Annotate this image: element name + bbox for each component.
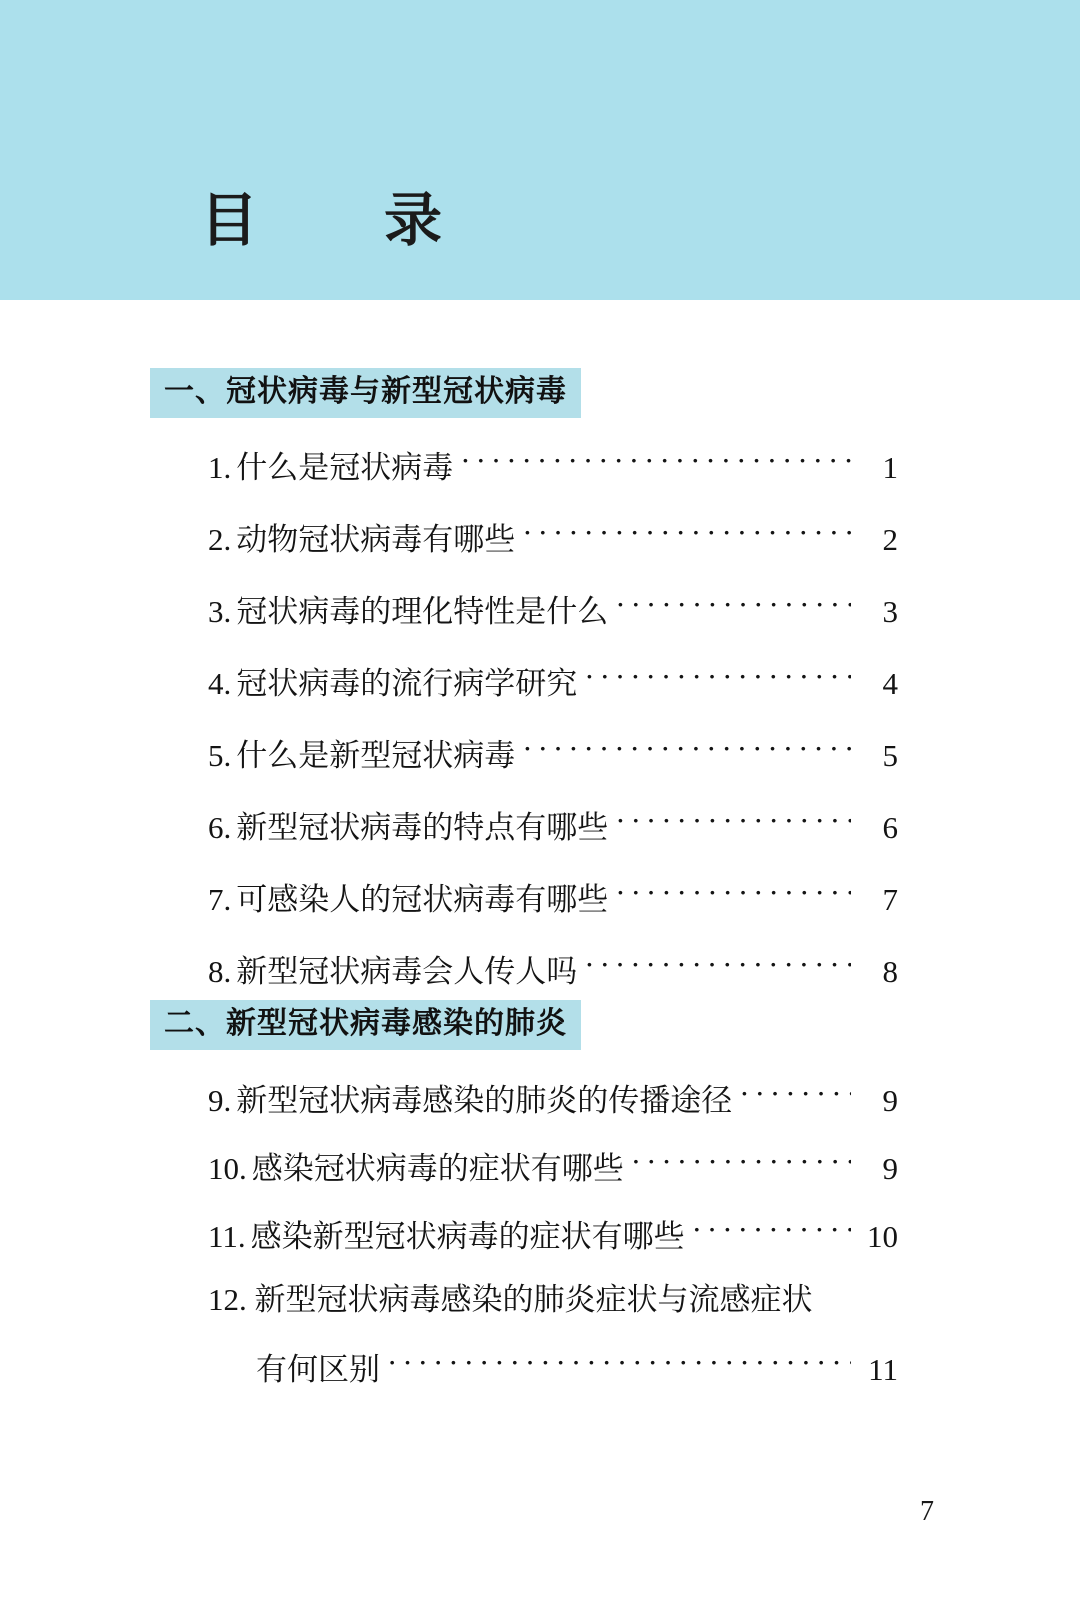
toc-entry-label: 新型冠状病毒会人传人吗	[236, 954, 578, 989]
toc-entry-number: 11.	[208, 1219, 246, 1254]
toc-entry-page: 11	[868, 1352, 898, 1387]
toc-entry-number: 8.	[208, 954, 232, 989]
page-title: 目 录	[200, 188, 477, 253]
toc-entry[interactable]	[208, 519, 898, 555]
toc-entry[interactable]	[208, 447, 898, 483]
toc-entry-page: 4	[882, 666, 898, 701]
toc-entry-number: 5.	[208, 738, 232, 773]
toc-leader-dots	[739, 1080, 851, 1111]
toc-entry-number: 6.	[208, 810, 232, 845]
toc-leader-dots	[692, 1216, 851, 1247]
toc-entry[interactable]	[208, 1148, 898, 1184]
toc-list-section-1	[208, 447, 898, 1023]
toc-entry-number: 9.	[208, 1083, 232, 1118]
toc-entry-page: 6	[882, 810, 898, 845]
toc-entry-page: 10	[867, 1219, 898, 1254]
toc-entry[interactable]	[208, 735, 898, 771]
section-heading-2: 二、新型冠状病毒感染的肺炎	[150, 1000, 581, 1050]
toc-entry[interactable]	[208, 1216, 898, 1252]
toc-entry-number: 10.	[208, 1151, 247, 1186]
section-heading-2-wrapper	[150, 1000, 581, 1050]
toc-entry-label: 什么是冠状病毒	[236, 450, 454, 485]
toc-leader-dots	[460, 447, 851, 478]
toc-entry-label: 冠状病毒的流行病学研究	[236, 666, 578, 701]
toc-entry-number: 3.	[208, 594, 232, 629]
toc-leader-dots	[387, 1349, 851, 1380]
toc-entry-label: 冠状病毒的理化特性是什么	[236, 594, 609, 629]
toc-entry-label: 可感染人的冠状病毒有哪些	[236, 882, 609, 917]
toc-entry-label: 新型冠状病毒感染的肺炎的传播途径	[236, 1083, 733, 1118]
toc-entry-line2	[208, 1349, 898, 1385]
toc-entry-page: 3	[882, 594, 898, 629]
toc-entry-page: 5	[882, 738, 898, 773]
toc-entry-number: 2.	[208, 522, 232, 557]
page-number: 7	[920, 1496, 934, 1527]
toc-entry-label: 新型冠状病毒的特点有哪些	[236, 810, 609, 845]
toc-entry-number: 1.	[208, 450, 232, 485]
section-heading-1-wrapper	[150, 368, 581, 418]
toc-entry-page: 8	[882, 954, 898, 989]
toc-entry[interactable]	[208, 1284, 898, 1385]
toc-entry-page: 1	[882, 450, 898, 485]
header-band	[0, 0, 1080, 300]
section-heading-1: 一、冠状病毒与新型冠状病毒	[150, 368, 581, 418]
toc-content	[0, 300, 1080, 1620]
toc-entry-page: 9	[882, 1083, 898, 1118]
toc-entry-page: 9	[882, 1151, 898, 1186]
toc-list-section-2	[208, 1080, 898, 1385]
toc-leader-dots	[522, 735, 851, 766]
toc-entry-label-line2: 有何区别	[256, 1352, 380, 1387]
toc-entry-number: 7.	[208, 882, 232, 917]
toc-entry-page: 2	[882, 522, 898, 557]
toc-entry-page: 7	[882, 882, 898, 917]
toc-entry-label: 感染新型冠状病毒的症状有哪些	[250, 1219, 685, 1254]
toc-entry-label: 什么是新型冠状病毒	[236, 738, 516, 773]
toc-leader-dots	[584, 951, 851, 982]
toc-entry[interactable]	[208, 591, 898, 627]
toc-entry[interactable]	[208, 879, 898, 915]
toc-leader-dots	[615, 591, 851, 622]
toc-leader-dots	[631, 1148, 851, 1179]
toc-entry[interactable]	[208, 1080, 898, 1116]
toc-leader-dots	[615, 807, 851, 838]
toc-leader-dots	[522, 519, 851, 550]
toc-entry[interactable]	[208, 807, 898, 843]
toc-entry-number: 4.	[208, 666, 232, 701]
toc-entry-label: 动物冠状病毒有哪些	[236, 522, 516, 557]
toc-leader-dots	[584, 663, 851, 694]
toc-entry-label: 感染冠状病毒的症状有哪些	[251, 1151, 624, 1186]
toc-entry[interactable]	[208, 951, 898, 987]
toc-entry[interactable]	[208, 663, 898, 699]
toc-leader-dots	[615, 879, 851, 910]
toc-entry-label-line1: 12. 新型冠状病毒感染的肺炎症状与流感症状	[208, 1282, 813, 1317]
